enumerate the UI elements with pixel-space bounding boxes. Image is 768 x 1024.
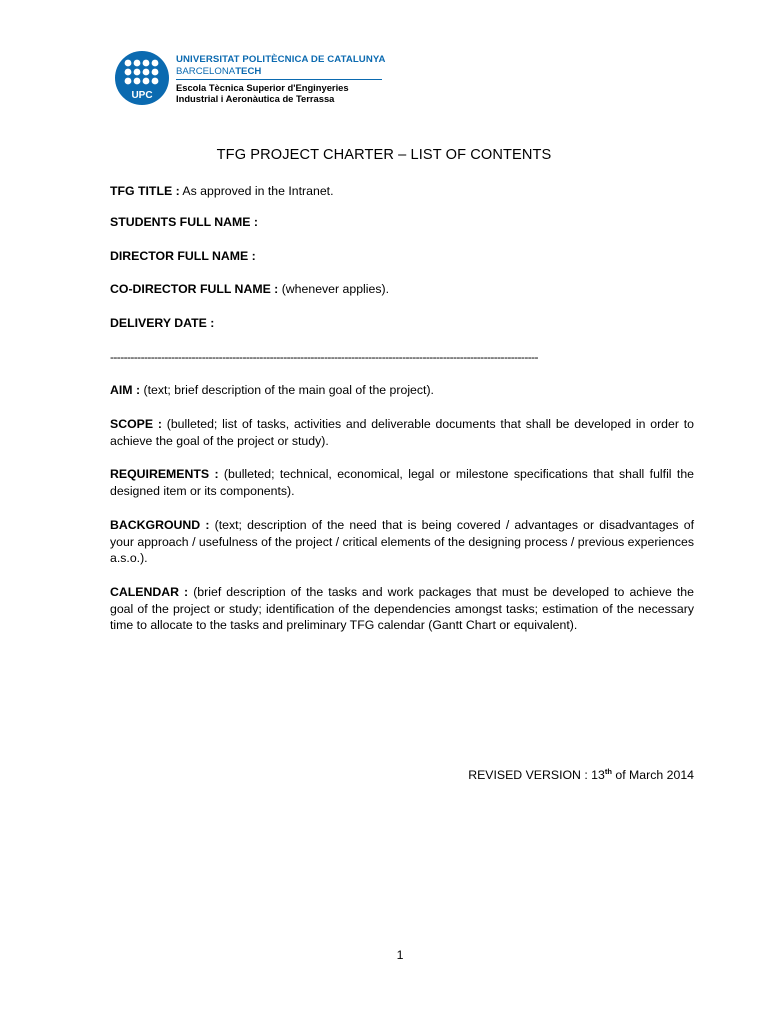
aim-section [110, 382, 694, 399]
calendar-text: (brief description of the tasks and work packages that must be developed to achieve the goal of the project or study; identification of the dependencies amongst tasks; estimation of the necessary time to allocate to the tasks and preliminary TFG calendar (Gantt Chart or equivalent). [110, 585, 694, 632]
students-field [110, 215, 258, 229]
logo-wordmark [176, 54, 386, 104]
aim-text: (text; brief description of the main goal of the project). [140, 383, 434, 397]
barcelona-text: BARCELONA [176, 66, 236, 77]
logo-divider [176, 79, 382, 80]
revised-superscript: th [604, 766, 612, 776]
tech-text: TECH [235, 66, 262, 77]
revised-version [468, 768, 694, 782]
separator-line: ------------------------------------------------------------------------------------------------------------------------------ [110, 350, 538, 364]
upc-logo [114, 50, 384, 108]
codirector-field [110, 282, 389, 296]
tfg-title-field [110, 184, 334, 198]
delivery-date-label: DELIVERY DATE : [110, 316, 215, 330]
background-section [110, 517, 694, 567]
page-number: 1 [396, 948, 404, 962]
background-label: BACKGROUND : [110, 518, 210, 532]
scope-text: (bulleted; list of tasks, activities and deliverable documents that shall be developed in order to achieve the goal of the project or study). [110, 417, 694, 448]
background-text: (text; description of the need that is being covered / advantages or disadvantages of your approach / usefulness of the project / critical elements of the designing process / previous experiences a.s.o.). [110, 518, 694, 565]
codirector-label: CO-DIRECTOR FULL NAME : [110, 282, 279, 296]
delivery-date-field [110, 316, 214, 330]
requirements-label: REQUIREMENTS : [110, 467, 219, 481]
aim-label: AIM : [110, 383, 141, 397]
upc-logo-mark-icon [114, 50, 170, 106]
scope-section [110, 416, 694, 449]
barcelonatech-wordmark [176, 66, 386, 78]
calendar-section [110, 584, 694, 634]
director-label: DIRECTOR FULL NAME : [110, 249, 256, 263]
revised-prefix: REVISED VERSION : 13 [468, 768, 605, 782]
scope-label: SCOPE : [110, 417, 162, 431]
codirector-value: (whenever applies). [278, 282, 390, 296]
requirements-section [110, 466, 694, 499]
school-name-line2: Industrial i Aeronàutica de Terrassa [176, 93, 335, 104]
students-label: STUDENTS FULL NAME : [110, 215, 259, 229]
revised-suffix: of March 2014 [611, 768, 694, 782]
tfg-title-value: As approved in the Intranet. [179, 184, 334, 198]
director-field [110, 249, 256, 263]
document-title: TFG PROJECT CHARTER – LIST OF CONTENTS [216, 147, 552, 163]
university-name: UNIVERSITAT POLITÈCNICA DE CATALUNYA [176, 54, 386, 65]
calendar-label: CALENDAR : [110, 585, 189, 599]
requirements-text: (bulleted; technical, economical, legal or milestone specifications that shall fulfil the designed item or its components). [110, 467, 695, 498]
school-name-line1: Escola Tècnica Superior d'Enginyeries [176, 82, 349, 93]
logo-mark-label: UPC [131, 90, 153, 101]
tfg-title-label: TFG TITLE : [110, 184, 180, 198]
